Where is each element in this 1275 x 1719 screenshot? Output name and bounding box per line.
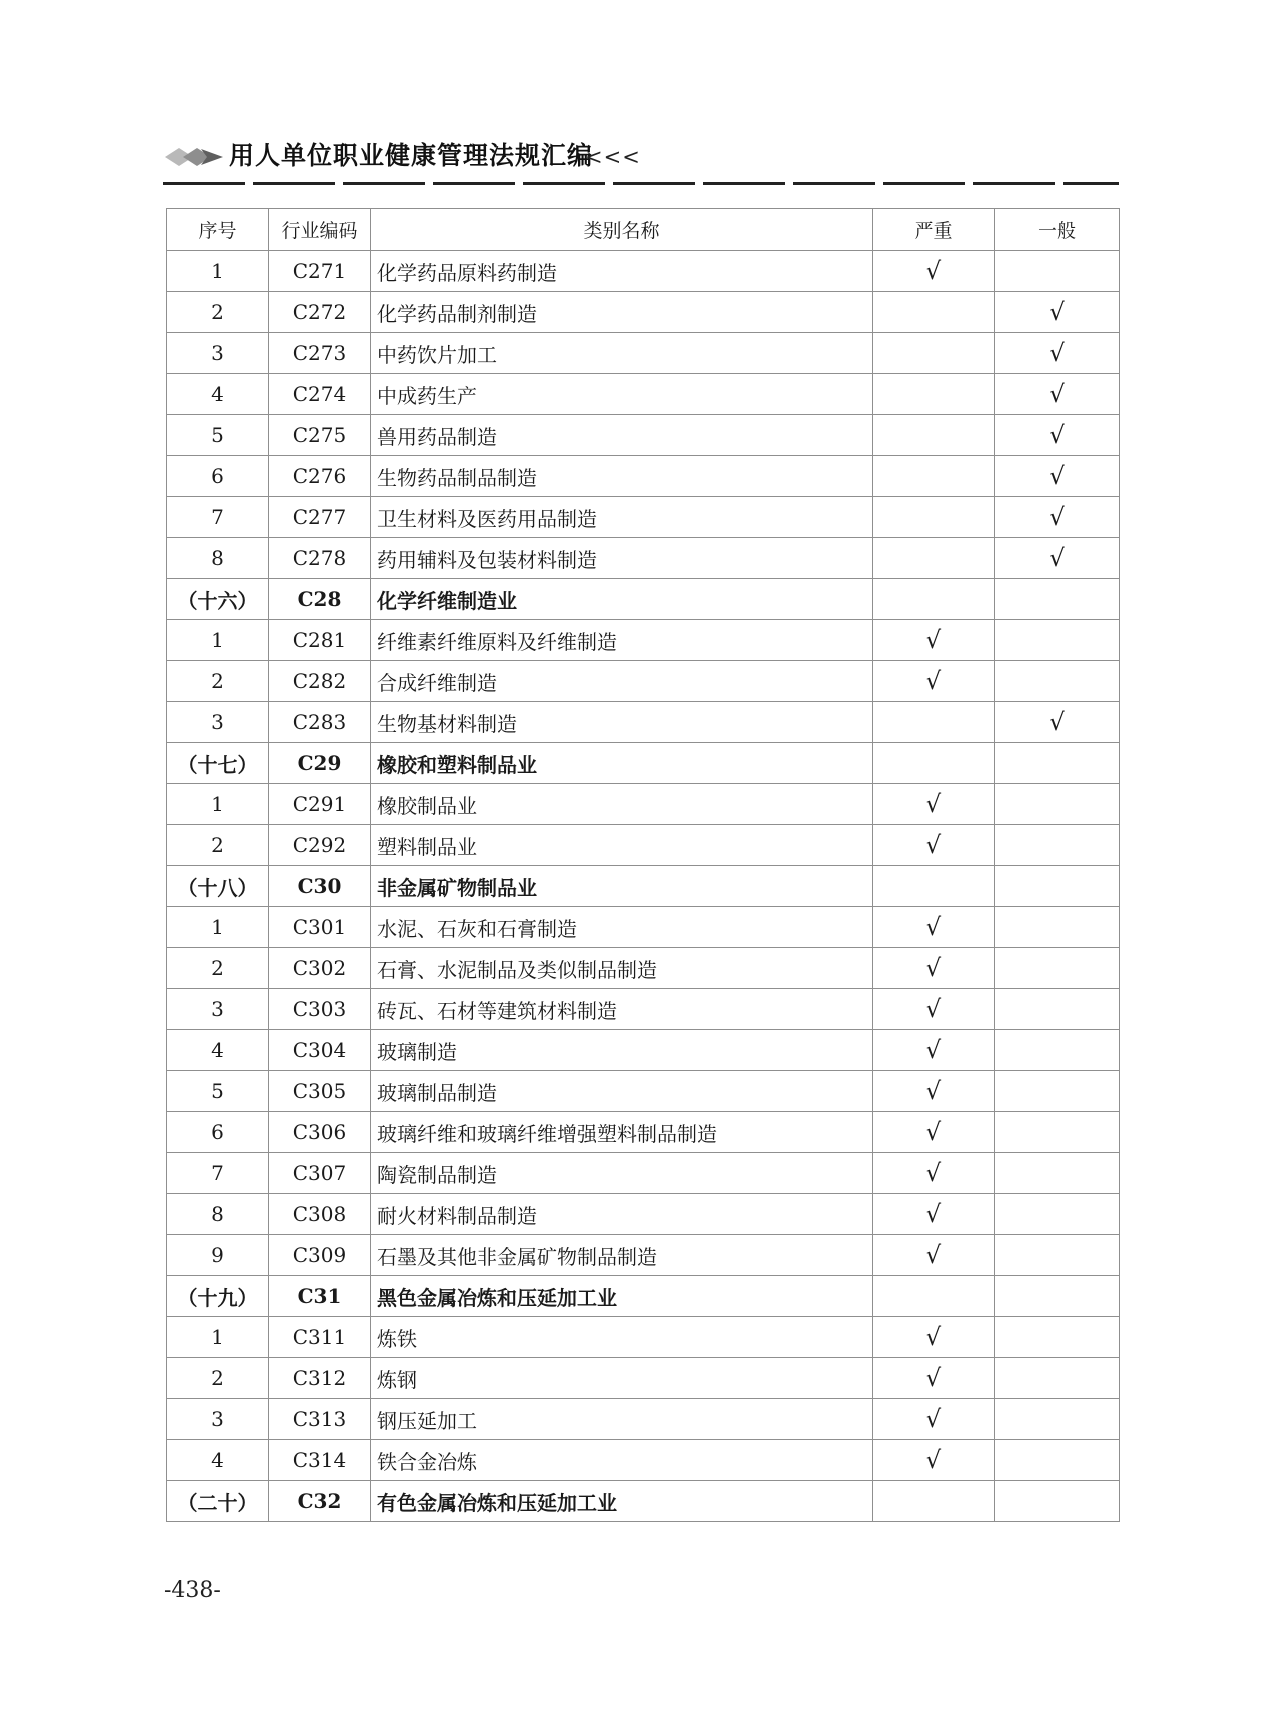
category-name-cell: 中药饮片加工	[371, 333, 873, 374]
general-cell	[995, 907, 1120, 948]
table-row	[167, 907, 1120, 948]
check-mark-icon: √	[1049, 379, 1065, 408]
serial-cell: （十六）	[167, 579, 269, 620]
serial-cell: 2	[167, 292, 269, 333]
severe-cell	[873, 1112, 995, 1153]
general-cell	[995, 620, 1120, 661]
general-cell	[995, 1194, 1120, 1235]
general-cell	[995, 661, 1120, 702]
general-cell	[995, 456, 1120, 497]
serial-cell: 1	[167, 620, 269, 661]
general-cell	[995, 1030, 1120, 1071]
serial-cell: 4	[167, 374, 269, 415]
industry-code-cell: C311	[269, 1317, 371, 1358]
industry-code-cell: C292	[269, 825, 371, 866]
column-header-category-name: 类别名称	[371, 209, 873, 251]
industry-code-cell: C291	[269, 784, 371, 825]
industry-code-cell: C282	[269, 661, 371, 702]
table-row	[167, 415, 1120, 456]
severe-cell	[873, 374, 995, 415]
category-name-cell: 化学纤维制造业	[371, 579, 873, 620]
table-row	[167, 1112, 1120, 1153]
industry-code-cell: C275	[269, 415, 371, 456]
section-row	[167, 743, 1120, 784]
category-name-cell: 玻璃制品制造	[371, 1071, 873, 1112]
section-row	[167, 1481, 1120, 1522]
category-name-cell: 化学药品原料药制造	[371, 251, 873, 292]
section-row	[167, 866, 1120, 907]
industry-code-cell: C312	[269, 1358, 371, 1399]
industry-code-cell: C28	[269, 579, 371, 620]
check-mark-icon: √	[925, 666, 942, 695]
table-row	[167, 374, 1120, 415]
check-mark-icon: √	[1049, 297, 1065, 326]
general-cell	[995, 948, 1120, 989]
category-name-cell: 生物药品制品制造	[371, 456, 873, 497]
serial-cell: （十九）	[167, 1276, 269, 1317]
industry-code-cell: C306	[269, 1112, 371, 1153]
industry-code-cell: C313	[269, 1399, 371, 1440]
severe-cell	[873, 989, 995, 1030]
general-cell	[995, 1358, 1120, 1399]
general-cell	[995, 538, 1120, 579]
table-row	[167, 1194, 1120, 1235]
serial-cell: 1	[167, 251, 269, 292]
check-mark-icon: √	[925, 1404, 942, 1433]
table-row	[167, 333, 1120, 374]
general-cell	[995, 1317, 1120, 1358]
category-name-cell: 玻璃制造	[371, 1030, 873, 1071]
check-mark-icon: √	[925, 256, 942, 285]
general-cell	[995, 1112, 1120, 1153]
column-header-severe: 严重	[873, 209, 995, 251]
category-name-cell: 石膏、水泥制品及类似制品制造	[371, 948, 873, 989]
check-mark-icon: √	[1049, 338, 1065, 367]
category-name-cell: 药用辅料及包装材料制造	[371, 538, 873, 579]
severe-cell	[873, 1317, 995, 1358]
check-mark-icon: √	[1049, 461, 1065, 490]
double-diamond-arrow-icon	[163, 144, 225, 170]
table-header-row	[167, 209, 1120, 251]
header-arrows: <<<	[585, 145, 641, 169]
table-row	[167, 497, 1120, 538]
table-row	[167, 1153, 1120, 1194]
category-name-cell: 石墨及其他非金属矿物制品制造	[371, 1235, 873, 1276]
check-mark-icon: √	[925, 789, 942, 818]
table-row	[167, 251, 1120, 292]
category-name-cell: 炼钢	[371, 1358, 873, 1399]
category-name-cell: 卫生材料及医药用品制造	[371, 497, 873, 538]
check-mark-icon: √	[1049, 707, 1065, 736]
industry-code-cell: C272	[269, 292, 371, 333]
table-row	[167, 1071, 1120, 1112]
severe-cell	[873, 1399, 995, 1440]
serial-cell: 7	[167, 497, 269, 538]
serial-cell: （十八）	[167, 866, 269, 907]
serial-cell: 8	[167, 538, 269, 579]
industry-code-cell: C283	[269, 702, 371, 743]
category-name-cell: 中成药生产	[371, 374, 873, 415]
serial-cell: 6	[167, 456, 269, 497]
serial-cell: 2	[167, 1358, 269, 1399]
serial-cell: 6	[167, 1112, 269, 1153]
severe-cell	[873, 702, 995, 743]
severe-cell	[873, 415, 995, 456]
serial-cell: （二十）	[167, 1481, 269, 1522]
industry-code-cell: C301	[269, 907, 371, 948]
table-row	[167, 702, 1120, 743]
check-mark-icon: √	[925, 912, 942, 941]
severe-cell	[873, 784, 995, 825]
check-mark-icon: √	[925, 1240, 942, 1269]
check-mark-icon: √	[925, 1035, 942, 1064]
page-header	[163, 138, 1119, 186]
industry-code-cell: C32	[269, 1481, 371, 1522]
severe-cell	[873, 456, 995, 497]
check-mark-icon: √	[925, 1117, 942, 1146]
serial-cell: 3	[167, 702, 269, 743]
general-cell	[995, 743, 1120, 784]
serial-cell: 5	[167, 415, 269, 456]
category-name-cell: 玻璃纤维和玻璃纤维增强塑料制品制造	[371, 1112, 873, 1153]
check-mark-icon: √	[925, 1199, 942, 1228]
category-name-cell: 橡胶和塑料制品业	[371, 743, 873, 784]
general-cell	[995, 333, 1120, 374]
severe-cell	[873, 1235, 995, 1276]
industry-code-cell: C273	[269, 333, 371, 374]
section-row	[167, 1276, 1120, 1317]
category-name-cell: 非金属矿物制品业	[371, 866, 873, 907]
serial-cell: 3	[167, 333, 269, 374]
serial-cell: 7	[167, 1153, 269, 1194]
serial-cell: 4	[167, 1440, 269, 1481]
table-row	[167, 1030, 1120, 1071]
table-row	[167, 989, 1120, 1030]
severe-cell	[873, 948, 995, 989]
check-mark-icon: √	[925, 830, 942, 859]
severe-cell	[873, 1440, 995, 1481]
general-cell	[995, 579, 1120, 620]
industry-code-cell: C276	[269, 456, 371, 497]
serial-cell: 1	[167, 784, 269, 825]
severe-cell	[873, 661, 995, 702]
check-mark-icon: √	[925, 994, 942, 1023]
serial-cell: 3	[167, 1399, 269, 1440]
category-name-cell: 塑料制品业	[371, 825, 873, 866]
category-name-cell: 黑色金属冶炼和压延加工业	[371, 1276, 873, 1317]
general-cell	[995, 1440, 1120, 1481]
general-cell	[995, 825, 1120, 866]
table-row	[167, 292, 1120, 333]
category-name-cell: 铁合金冶炼	[371, 1440, 873, 1481]
serial-cell: 1	[167, 1317, 269, 1358]
industry-code-cell: C271	[269, 251, 371, 292]
table-row	[167, 1317, 1120, 1358]
table-row	[167, 620, 1120, 661]
industry-code-cell: C277	[269, 497, 371, 538]
industry-code-cell: C309	[269, 1235, 371, 1276]
check-mark-icon: √	[925, 1322, 942, 1351]
category-name-cell: 化学药品制剂制造	[371, 292, 873, 333]
severe-cell	[873, 1071, 995, 1112]
serial-cell: （十七）	[167, 743, 269, 784]
general-cell	[995, 866, 1120, 907]
book-title: 用人单位职业健康管理法规汇编	[229, 141, 594, 170]
check-mark-icon: √	[1049, 502, 1065, 531]
category-name-cell: 陶瓷制品制造	[371, 1153, 873, 1194]
industry-code-cell: C31	[269, 1276, 371, 1317]
table-row	[167, 456, 1120, 497]
table-body	[167, 251, 1120, 1522]
severe-cell	[873, 1276, 995, 1317]
general-cell	[995, 292, 1120, 333]
column-header-industry-code: 行业编码	[269, 209, 371, 251]
header-dashed-rule	[163, 182, 1119, 185]
serial-cell: 2	[167, 825, 269, 866]
category-name-cell: 橡胶制品业	[371, 784, 873, 825]
category-name-cell: 兽用药品制造	[371, 415, 873, 456]
general-cell	[995, 251, 1120, 292]
check-mark-icon: √	[925, 1076, 942, 1105]
severe-cell	[873, 292, 995, 333]
serial-cell: 8	[167, 1194, 269, 1235]
industry-code-cell: C307	[269, 1153, 371, 1194]
general-cell	[995, 1399, 1120, 1440]
severe-cell	[873, 825, 995, 866]
general-cell	[995, 1235, 1120, 1276]
severe-cell	[873, 1153, 995, 1194]
table-row	[167, 948, 1120, 989]
column-header-general: 一般	[995, 209, 1120, 251]
general-cell	[995, 989, 1120, 1030]
serial-cell: 9	[167, 1235, 269, 1276]
general-cell	[995, 1276, 1120, 1317]
category-name-cell: 钢压延加工	[371, 1399, 873, 1440]
severe-cell	[873, 620, 995, 661]
category-name-cell: 纤维素纤维原料及纤维制造	[371, 620, 873, 661]
category-name-cell: 水泥、石灰和石膏制造	[371, 907, 873, 948]
industry-code-cell: C314	[269, 1440, 371, 1481]
serial-cell: 1	[167, 907, 269, 948]
table-row	[167, 1440, 1120, 1481]
serial-cell: 5	[167, 1071, 269, 1112]
category-name-cell: 生物基材料制造	[371, 702, 873, 743]
table-row	[167, 1235, 1120, 1276]
serial-cell: 2	[167, 948, 269, 989]
severe-cell	[873, 579, 995, 620]
industry-code-cell: C305	[269, 1071, 371, 1112]
column-header-serial: 序号	[167, 209, 269, 251]
general-cell	[995, 1071, 1120, 1112]
general-cell	[995, 374, 1120, 415]
category-name-cell: 有色金属冶炼和压延加工业	[371, 1481, 873, 1522]
general-cell	[995, 702, 1120, 743]
industry-code-cell: C302	[269, 948, 371, 989]
check-mark-icon: √	[925, 953, 942, 982]
serial-cell: 2	[167, 661, 269, 702]
serial-cell: 3	[167, 989, 269, 1030]
check-mark-icon: √	[925, 625, 942, 654]
check-mark-icon: √	[925, 1445, 942, 1474]
serial-cell: 4	[167, 1030, 269, 1071]
general-cell	[995, 784, 1120, 825]
industry-code-cell: C29	[269, 743, 371, 784]
general-cell	[995, 415, 1120, 456]
industry-code-cell: C278	[269, 538, 371, 579]
general-cell	[995, 1481, 1120, 1522]
severe-cell	[873, 538, 995, 579]
table-row	[167, 1358, 1120, 1399]
industry-code-cell: C308	[269, 1194, 371, 1235]
table-row	[167, 661, 1120, 702]
severe-cell	[873, 743, 995, 784]
industry-code-cell: C303	[269, 989, 371, 1030]
severe-cell	[873, 866, 995, 907]
severe-cell	[873, 497, 995, 538]
table-row	[167, 1399, 1120, 1440]
check-mark-icon: √	[925, 1363, 942, 1392]
severe-cell	[873, 1194, 995, 1235]
table-row	[167, 784, 1120, 825]
industry-code-cell: C281	[269, 620, 371, 661]
industry-code-cell: C274	[269, 374, 371, 415]
industry-code-cell: C30	[269, 866, 371, 907]
severe-cell	[873, 907, 995, 948]
industry-classification-table	[166, 208, 1120, 1522]
category-name-cell: 合成纤维制造	[371, 661, 873, 702]
industry-code-cell: C304	[269, 1030, 371, 1071]
section-row	[167, 579, 1120, 620]
category-name-cell: 砖瓦、石材等建筑材料制造	[371, 989, 873, 1030]
table-row	[167, 538, 1120, 579]
check-mark-icon: √	[1049, 420, 1065, 449]
severe-cell	[873, 251, 995, 292]
severe-cell	[873, 1358, 995, 1399]
check-mark-icon: √	[925, 1158, 942, 1187]
severe-cell	[873, 1481, 995, 1522]
severe-cell	[873, 333, 995, 374]
check-mark-icon: √	[1049, 543, 1065, 572]
category-name-cell: 炼铁	[371, 1317, 873, 1358]
category-name-cell: 耐火材料制品制造	[371, 1194, 873, 1235]
general-cell	[995, 1153, 1120, 1194]
table-row	[167, 825, 1120, 866]
general-cell	[995, 497, 1120, 538]
severe-cell	[873, 1030, 995, 1071]
page-number: -438-	[164, 1578, 221, 1603]
